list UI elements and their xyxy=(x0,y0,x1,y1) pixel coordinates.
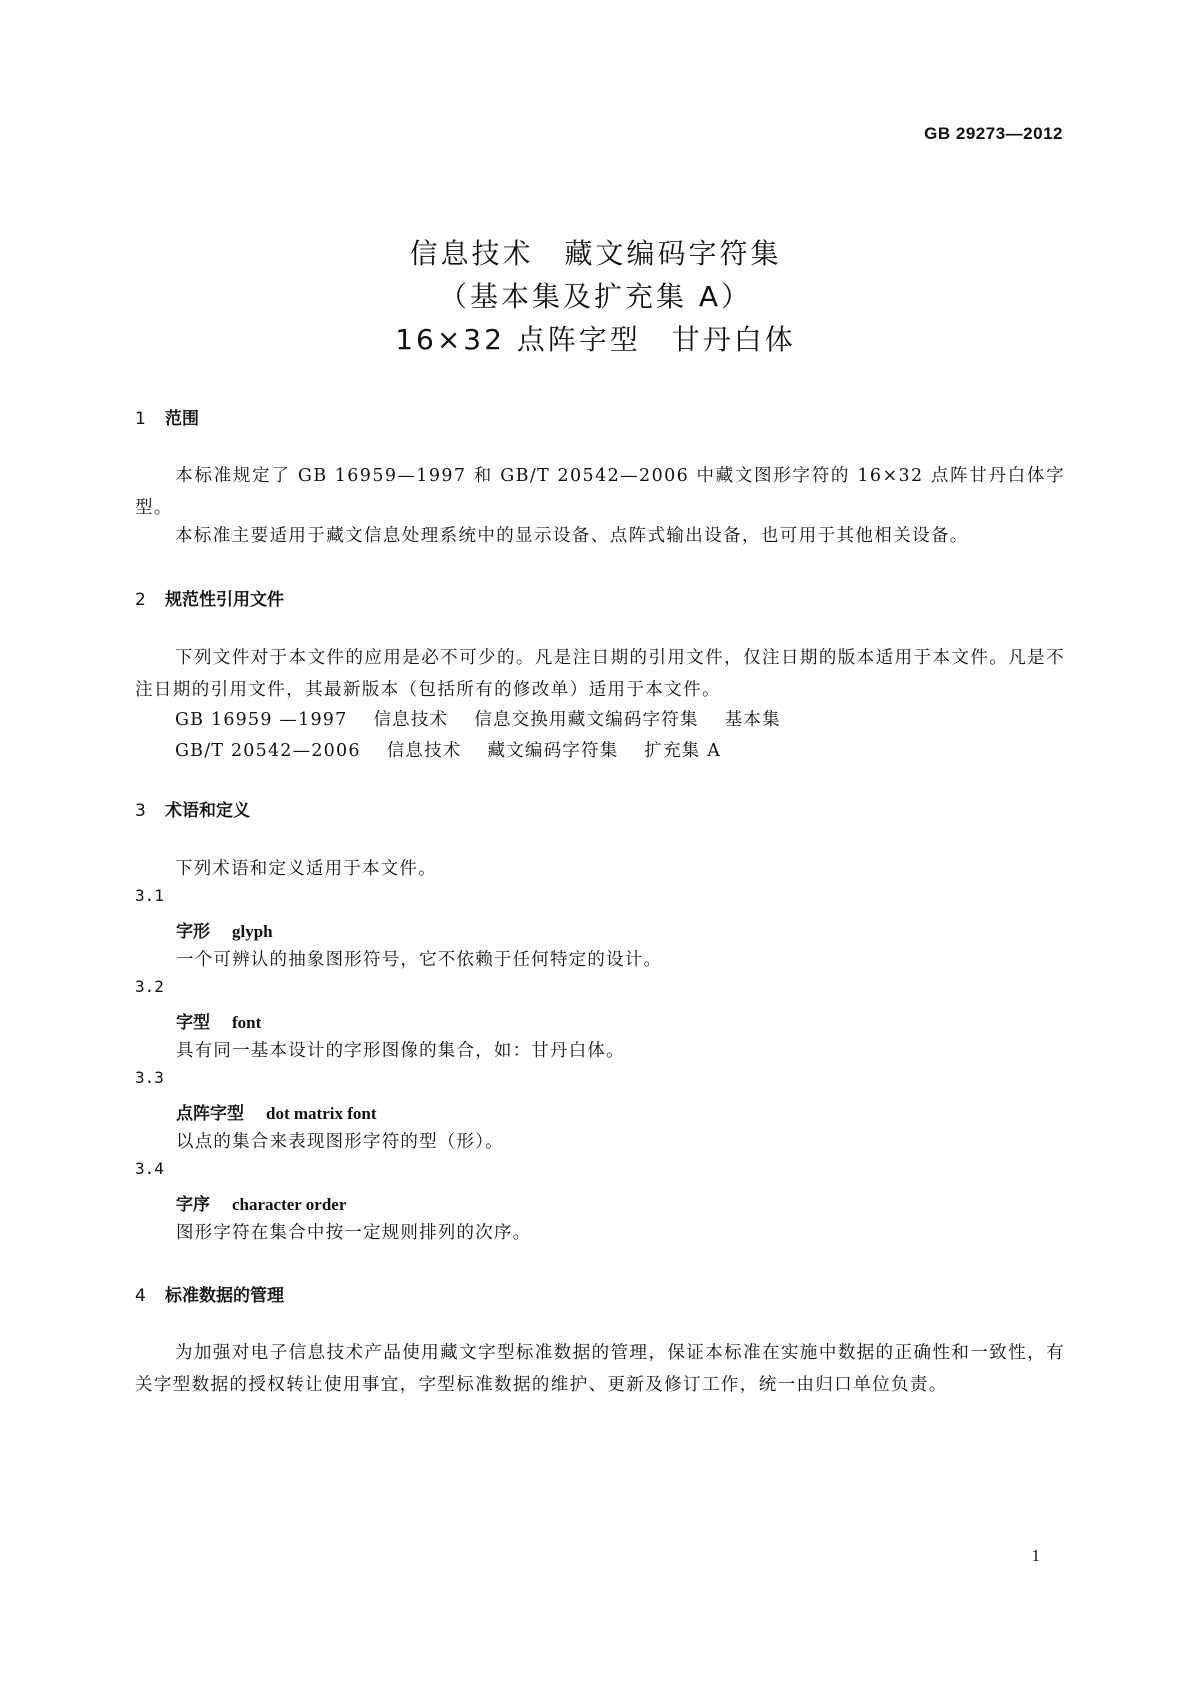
reference-title-part: 扩充集 A xyxy=(644,741,722,761)
term-number: 3.4 xyxy=(135,1159,164,1178)
term-zh: 字序 xyxy=(176,1195,210,1215)
section-number: 4 xyxy=(135,1286,146,1306)
term-number: 3.3 xyxy=(135,1068,164,1087)
term-zh: 点阵字型 xyxy=(176,1104,244,1124)
term-heading xyxy=(176,1008,261,1033)
term-en: glyph xyxy=(232,922,273,941)
standard-number: GB 29273—2012 xyxy=(924,124,1063,143)
title-line-3: 16×32 点阵字型 甘丹白体 xyxy=(395,323,796,356)
term-en: dot matrix font xyxy=(266,1104,377,1123)
term-number: 3.1 xyxy=(135,886,164,905)
term-definition: 图形字符在集合中按一定规则排列的次序。 xyxy=(176,1223,532,1243)
section-2-heading xyxy=(135,585,284,610)
term-heading xyxy=(176,1190,346,1215)
title-line-2: （基本集及扩充集 A） xyxy=(438,280,753,313)
term-zh: 字型 xyxy=(176,1013,210,1033)
reference-code: GB/T 20542—2006 xyxy=(175,741,361,761)
section-1-heading xyxy=(135,404,199,429)
term-en: character order xyxy=(232,1195,347,1214)
term-number: 3.2 xyxy=(135,977,164,996)
term-en: font xyxy=(232,1013,262,1032)
reference-title-part: 藏文编码字符集 xyxy=(487,741,619,761)
reference-code: GB 16959 —1997 xyxy=(175,710,348,730)
section-title: 标准数据的管理 xyxy=(165,1286,284,1306)
section-title: 规范性引用文件 xyxy=(165,590,284,610)
section-3-intro: 下列术语和定义适用于本文件。 xyxy=(175,859,437,879)
paragraph-text: 本标准主要适用于藏文信息处理系统中的显示设备、点阵式输出设备，也可用于其他相关设备。 xyxy=(175,526,969,546)
section-4-heading xyxy=(135,1281,284,1306)
term-zh: 字形 xyxy=(176,922,210,942)
section-4-paragraph-1 xyxy=(135,1337,1065,1401)
section-title: 范围 xyxy=(165,409,199,429)
reference-title-part: 信息交换用藏文编码字符集 xyxy=(474,710,699,730)
normative-reference-1 xyxy=(175,706,781,731)
paragraph-text: 为加强对电子信息技术产品使用藏文字型标准数据的管理，保证本标准在实施中数据的正确性和一致性，有关字型数据的授权转让使用事宜，字型标准数据的维护、更新及修订工作，统一由归口单位负责。 xyxy=(135,1343,1065,1395)
normative-reference-2 xyxy=(175,737,721,762)
title-line-1: 信息技术 藏文编码字符集 xyxy=(409,237,782,270)
term-definition: 一个可辨认的抽象图形符号，它不依赖于任何特定的设计。 xyxy=(176,950,663,970)
section-3-heading xyxy=(135,796,250,821)
term-definition: 以点的集合来表现图形字符的型（形）。 xyxy=(176,1132,504,1152)
reference-title-part: 信息技术 xyxy=(373,710,449,730)
section-number: 2 xyxy=(135,590,146,610)
reference-title-part: 基本集 xyxy=(724,710,781,730)
section-2-paragraph-1 xyxy=(135,642,1065,706)
section-number: 3 xyxy=(135,801,146,821)
term-heading xyxy=(176,917,273,942)
section-title: 术语和定义 xyxy=(165,801,250,821)
page-number: 1 xyxy=(1031,1546,1040,1565)
section-number: 1 xyxy=(135,409,146,429)
section-1-paragraph-2 xyxy=(135,520,1065,552)
paragraph-text: 下列文件对于本文件的应用是必不可少的。凡是注日期的引用文件，仅注日期的版本适用于本文件。凡是不注日期的引用文件，其最新版本（包括所有的修改单）适用于本文件。 xyxy=(135,648,1065,700)
term-definition: 具有同一基本设计的字形图像的集合，如：甘丹白体。 xyxy=(176,1041,625,1061)
term-heading xyxy=(176,1099,376,1124)
paragraph-text: 本标准规定了 GB 16959—1997 和 GB/T 20542—2006 中藏文图形字符的 16×32 点阵甘丹白体字型。 xyxy=(135,466,1065,518)
section-1-paragraph-1 xyxy=(135,460,1065,524)
reference-title-part: 信息技术 xyxy=(386,741,462,761)
